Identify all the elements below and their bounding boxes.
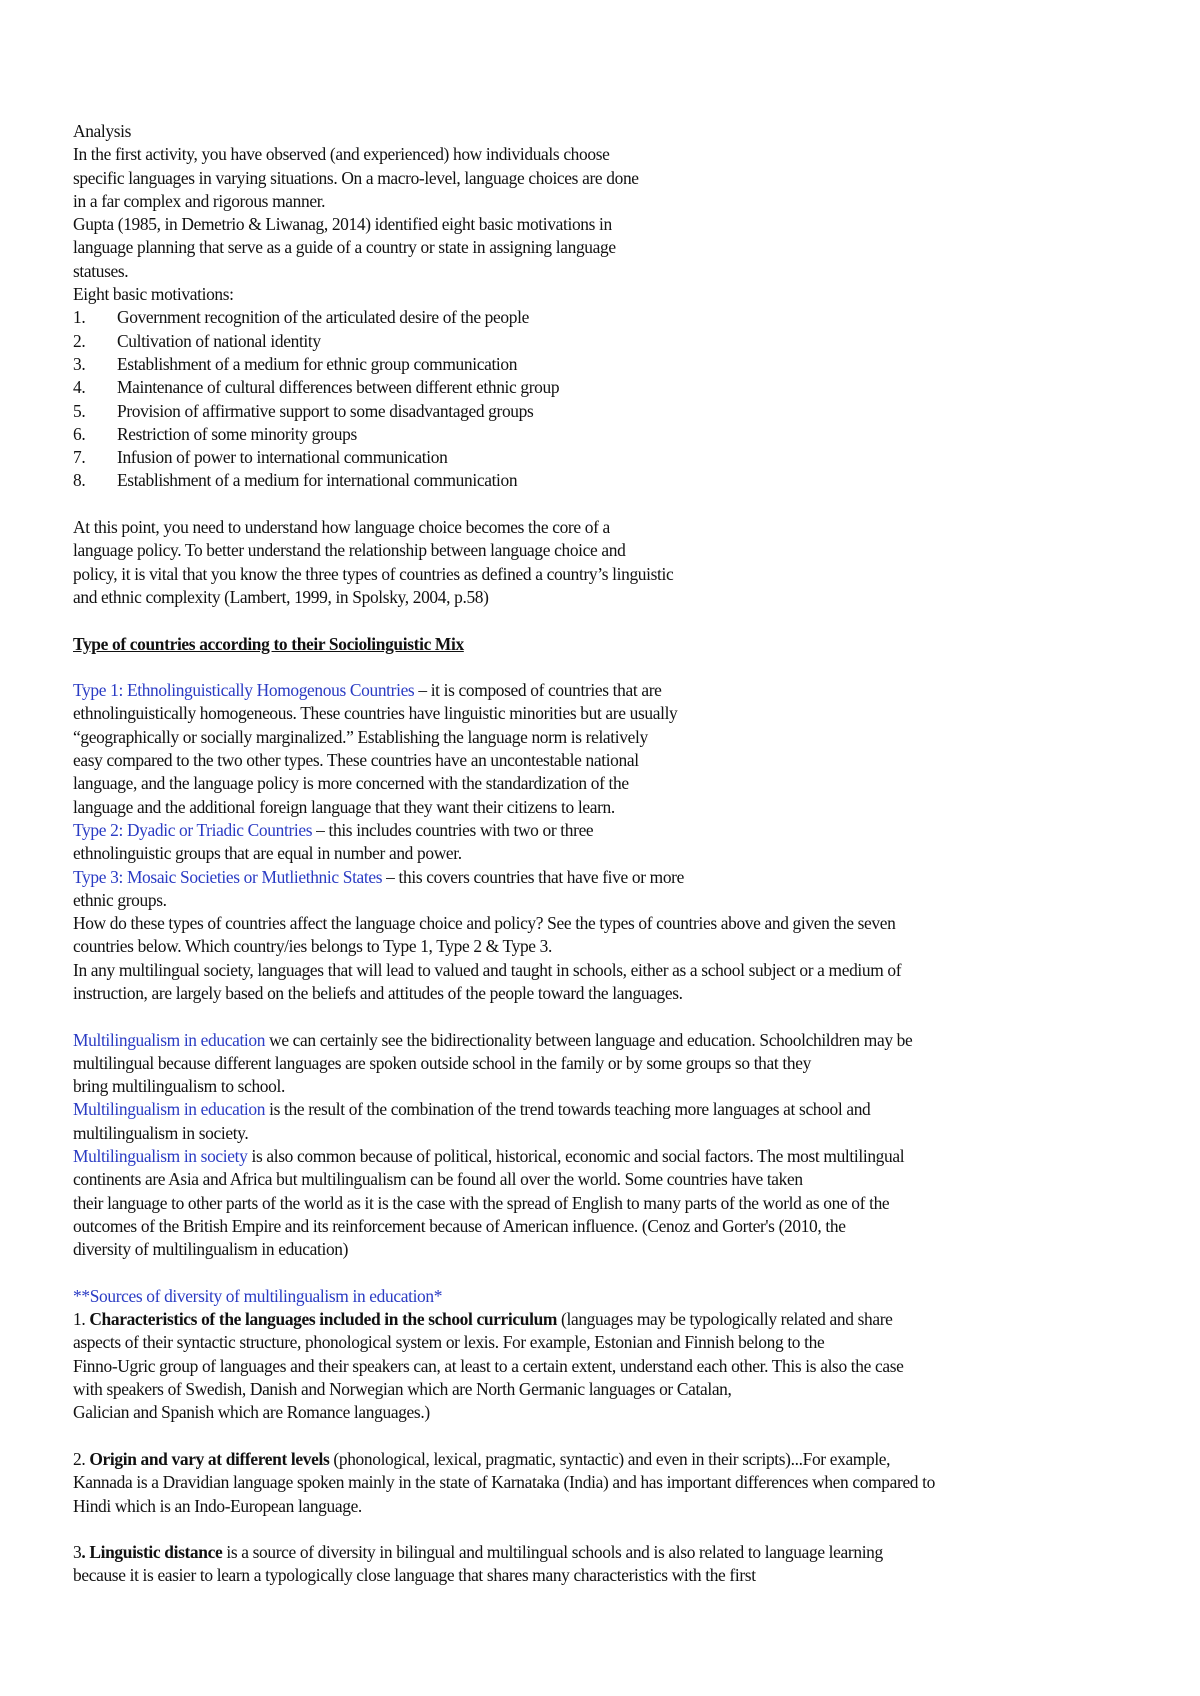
text-line: Gupta (1985, in Demetrio & Liwanag, 2014) identified eight basic motivations in bbox=[73, 214, 612, 235]
source-title: Characteristics of the languages included in the school curriculum bbox=[89, 1309, 558, 1330]
text-line: “geographically or socially marginalized.” Establishing the language norm is relatively bbox=[73, 726, 648, 747]
source-number: 3 bbox=[73, 1542, 82, 1563]
text-line: Kannada is a Dravidian language spoken mainly in the state of Karnataka (India) and has important differences when compared to bbox=[73, 1472, 935, 1493]
source-number: 2. bbox=[73, 1448, 90, 1469]
list-text: Maintenance of cultural differences between different ethnic group bbox=[117, 377, 560, 398]
spacer bbox=[73, 1262, 1153, 1285]
list-number: 4. bbox=[73, 377, 86, 398]
source-title: Origin and vary at different levels bbox=[89, 1448, 330, 1469]
multilingualism-label: Multilingualism in education bbox=[73, 1099, 266, 1120]
source-3-first-line bbox=[73, 1541, 1153, 1564]
text-line: countries below. Which country/ies belongs to Type 1, Type 2 & Type 3. bbox=[73, 936, 552, 957]
section-heading: Type of countries according to their Sociolinguistic Mix bbox=[73, 633, 464, 654]
text-line: outcomes of the British Empire and its reinforcement because of American influence. (Cenoz and Gorter's (2010, the bbox=[73, 1215, 846, 1236]
text-run: is also common because of political, historical, economic and social factors. The most multilingual bbox=[247, 1146, 905, 1167]
list-text: Restriction of some minority groups bbox=[117, 423, 357, 444]
list-number: 1. bbox=[73, 307, 86, 328]
text-line: Eight basic motivations: bbox=[73, 284, 234, 305]
source-number: 1. bbox=[73, 1309, 90, 1330]
text-line: Finno-Ugric group of languages and their speakers can, at least to a certain extent, understand each other. This is also the case bbox=[73, 1355, 904, 1376]
text-line: continents are Asia and Africa but multilingualism can be found all over the world. Some countries have taken bbox=[73, 1169, 803, 1190]
text-line: specific languages in varying situations. On a macro-level, language choices are done bbox=[73, 167, 639, 188]
text-run: we can certainly see the bidirectionality between language and education. Schoolchildren may be bbox=[265, 1029, 913, 1050]
spacer bbox=[73, 1518, 1153, 1541]
list-text: Infusion of power to international communication bbox=[117, 447, 448, 468]
list-item bbox=[73, 353, 1153, 376]
spacer bbox=[73, 609, 1153, 632]
text-line: At this point, you need to understand how language choice becomes the core of a bbox=[73, 517, 610, 538]
text-line: multilingual because different languages are spoken outside school in the family or by some groups so that they bbox=[73, 1052, 811, 1073]
type-3-first-line bbox=[73, 866, 1153, 889]
text-line: instruction, are largely based on the beliefs and attitudes of the people toward the languages. bbox=[73, 982, 683, 1003]
type-3-label: Type 3: Mosaic Societies or Mutliethnic States bbox=[73, 866, 383, 887]
text-line: aspects of their syntactic structure, phonological system or lexis. For example, Estonian and Finnish belong to the bbox=[73, 1332, 825, 1353]
list-number: 6. bbox=[73, 423, 86, 444]
source-1-first-line bbox=[73, 1308, 1153, 1331]
type-2-label: Type 2: Dyadic or Triadic Countries bbox=[73, 819, 313, 840]
text-line: statuses. bbox=[73, 260, 129, 281]
multilingualism-p3-first-line bbox=[73, 1145, 1153, 1168]
list-text: Establishment of a medium for international communication bbox=[117, 470, 518, 491]
spacer bbox=[73, 1005, 1153, 1028]
list-item bbox=[73, 376, 1153, 399]
spacer bbox=[73, 493, 1153, 516]
text-run: is the result of the combination of the trend towards teaching more languages at school and bbox=[265, 1099, 871, 1120]
text-line: multilingualism in society. bbox=[73, 1122, 249, 1143]
document-body bbox=[73, 120, 1153, 1588]
text-line: How do these types of countries affect the language choice and policy? See the types of countries above and given the seven bbox=[73, 913, 896, 934]
list-text: Cultivation of national identity bbox=[117, 330, 321, 351]
list-item bbox=[73, 306, 1153, 329]
list-text: Establishment of a medium for ethnic group communication bbox=[117, 353, 518, 374]
type-1-label: Type 1: Ethnolinguistically Homogenous Countries bbox=[73, 680, 415, 701]
list-text: Government recognition of the articulated desire of the people bbox=[117, 307, 529, 328]
motivations-list bbox=[73, 306, 1153, 492]
text-line: ethnic groups. bbox=[73, 889, 167, 910]
list-item bbox=[73, 423, 1153, 446]
text-run: is a source of diversity in bilingual and multilingual schools and is also related to language learning bbox=[222, 1542, 883, 1563]
list-number: 7. bbox=[73, 447, 86, 468]
source-title: . Linguistic distance bbox=[81, 1542, 223, 1563]
text-run: (languages may be typologically related and share bbox=[557, 1309, 893, 1330]
list-text: Provision of affirmative support to some disadvantaged groups bbox=[117, 400, 534, 421]
type-1-first-line bbox=[73, 679, 1153, 702]
text-line: easy compared to the two other types. These countries have an uncontestable national bbox=[73, 750, 639, 771]
text-line: Hindi which is an Indo-European language. bbox=[73, 1495, 362, 1516]
text-line: In any multilingual society, languages that will lead to valued and taught in schools, either as a school subject or a medium of bbox=[73, 959, 902, 980]
text-line: ethnolinguistic groups that are equal in number and power. bbox=[73, 843, 462, 864]
source-2-first-line bbox=[73, 1448, 1153, 1471]
multilingualism-p1-first-line bbox=[73, 1029, 1153, 1052]
spacer bbox=[73, 656, 1153, 679]
multilingualism-p2-first-line bbox=[73, 1098, 1153, 1121]
type-2-first-line bbox=[73, 819, 1153, 842]
list-number: 5. bbox=[73, 400, 86, 421]
text-run: – this includes countries with two or three bbox=[312, 819, 594, 840]
text-line: policy, it is vital that you know the three types of countries as defined a country’s linguistic bbox=[73, 563, 674, 584]
text-line: their language to other parts of the world as it is the case with the spread of English to many parts of the world as one of the bbox=[73, 1192, 890, 1213]
text-line: and ethnic complexity (Lambert, 1999, in Spolsky, 2004, p.58) bbox=[73, 586, 489, 607]
list-item bbox=[73, 446, 1153, 469]
text-line: bring multilingualism to school. bbox=[73, 1076, 285, 1097]
list-number: 8. bbox=[73, 470, 86, 491]
multilingualism-label: Multilingualism in education bbox=[73, 1029, 266, 1050]
text-line: language, and the language policy is more concerned with the standardization of the bbox=[73, 773, 629, 794]
text-line: with speakers of Swedish, Danish and Norwegian which are North Germanic languages or Catalan, bbox=[73, 1379, 732, 1400]
list-item bbox=[73, 400, 1153, 423]
list-number: 3. bbox=[73, 353, 86, 374]
text-line: language policy. To better understand the relationship between language choice and bbox=[73, 540, 626, 561]
section-title: Analysis bbox=[73, 121, 132, 141]
text-line: In the first activity, you have observed (and experienced) how individuals choose bbox=[73, 144, 610, 165]
list-item bbox=[73, 469, 1153, 492]
text-line: diversity of multilingualism in education) bbox=[73, 1239, 349, 1260]
spacer bbox=[73, 1425, 1153, 1448]
text-line: because it is easier to learn a typologically close language that shares many characteristics with the first bbox=[73, 1565, 756, 1586]
text-line: Galician and Spanish which are Romance languages.) bbox=[73, 1402, 430, 1423]
sources-heading: **Sources of diversity of multilingualism in education* bbox=[73, 1285, 443, 1306]
list-number: 2. bbox=[73, 330, 86, 351]
text-line: language planning that serve as a guide of a country or state in assigning language bbox=[73, 237, 616, 258]
multilingualism-label: Multilingualism in society bbox=[73, 1146, 248, 1167]
list-item bbox=[73, 330, 1153, 353]
text-run: – this covers countries that have five or more bbox=[382, 866, 684, 887]
text-run: (phonological, lexical, pragmatic, syntactic) and even in their scripts)...For example, bbox=[329, 1448, 891, 1469]
text-run: – it is composed of countries that are bbox=[414, 680, 662, 701]
text-line: language and the additional foreign language that they want their citizens to learn. bbox=[73, 796, 615, 817]
text-line: ethnolinguistically homogeneous. These countries have linguistic minorities but are usually bbox=[73, 703, 678, 724]
text-line: in a far complex and rigorous manner. bbox=[73, 190, 326, 211]
